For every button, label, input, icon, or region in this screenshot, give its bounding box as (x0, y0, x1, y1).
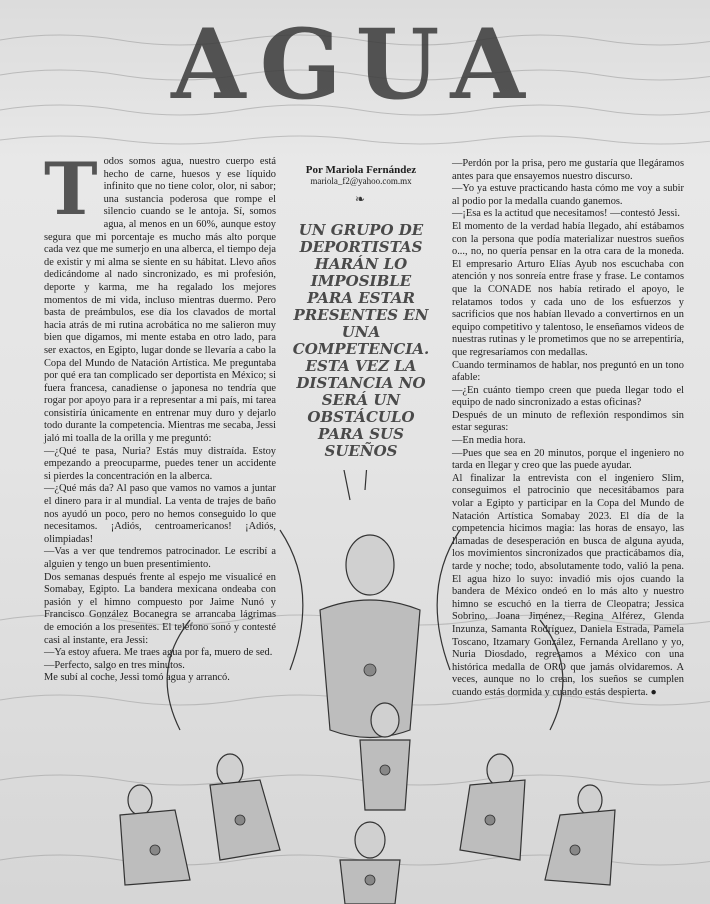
paragraph: Al finalizar la entrevista con el ingeniero Slim, conseguimos el patrocinio que necesitábamos para volar a Egipto y participar en la Copa del Mundo de Natación Artística Somabay 2023. El día de la competencia hicimos magia: las horas de ensayo, las llamadas de desesperación en busca de alguna ayuda, los movimientos sincronizados que practicábamos día, tarde y noche; todo, absolutamente todo, valió la pena. El agua hizo lo suyo: invadió mis ojos cuando la bandera de México ondeó en lo más alto y nuestro himno se escuchó en la tierra de Cleopatra; Jessica Sobrino, Joana Jiménez, Regina Alférez, Glenda Inzunza, Samanta Rodríguez, Daniela Estrada, Pamela Toscano, Itzamary González, Fernanda Arellano y yo, Nuria Diosdado, regresamos a México con una histórica medalla de ORO que jamás olvidaremos. A veces, aunque no lo crean, los sueños se cumplen cuando estás dormida y cuando estás despierta. ● (452, 472, 684, 698)
byline-email: mariola_f2@yahoo.com.mx (310, 176, 412, 186)
paragraph: —Pues que sea en 20 minutos, porque el ingeniero no tarda en llegar y creo que las puede ayudar. (452, 447, 684, 472)
byline (286, 164, 436, 186)
paragraph: Dos semanas después frente al espejo me visualicé en Somabay, Egipto. La bandera mexicana ondeaba con pasión y el himno compuesto por Jaime Nunó y Francisco González Bocanegra se arrancaba lágrimas de emoción a los presentes. El teléfono sonó y contesté casi al instante, era Jessi: (44, 571, 276, 646)
paragraph: —Perdón por la prisa, pero me gustaría que llegáramos antes para que ensayemos nuestro discurso. (452, 158, 684, 182)
paragraph: Cuando terminamos de hablar, nos preguntó en un tono afable: (452, 359, 684, 384)
masthead-title: AGUA (171, 8, 539, 121)
paragraph: —Yo ya estuve practicando hasta cómo me voy a subir al podio por la medalla cuando ganemos. (452, 183, 684, 207)
paragraph: —Ya estoy afuera. Me traes agua por fa, muero de sed. (44, 647, 273, 659)
paragraph: El momento de la verdad había llegado, ahí estábamos con la persona que podía materializar nuestros sueños o..., no, no quería pensar en la otra cara de la moneda. El empresario Arturo Elías Ayub nos escuchaba con atención y nos sonreía entre frase y frase. Le contamos que la CONADE nos había retirado el apoyo, le relatamos todos y cada uno de los esfuerzos y sacrificios que nos habían llevado a convertirnos en un equipo competitivo y talentoso, le enseñamos videos de nuestras rutinas y le prometimos que no se arrepentiría, que regresaríamos con medallas. (452, 220, 684, 358)
paragraph: odos somos agua, nuestro cuerpo está hecho de carne, huesos y ese líquido infinito que no tiene color, olor, ni sabor; una sustancia poderosa que rompe el silencio cuando se le antoja. Sí, somos agua, al menos en un 60%, aunque estoy segura que mi porcentaje es mucho más alto porque cada vez que me sumerjo en una alberca, el tiempo deja de existir y mi alma se siente en su hábitat. Llevo años dedicándome al nado sincronizado, es mi profesión, deporte y karma, me ha regalado los mejores momentos de mi vida, incluso mientras duermo. Pero basta de preámbulos, ese día los clavados de mortal hacia atrás de mi rutina acrobática no me salieron muy bien que digamos, mi mente estaba en otro lado, para ser exactos, en Egipto, lugar donde se llevaría a cabo la Copa del Mundo de Natación Artística. Me preguntaba por qué era tan complicado ser deportista en México; si fuera francesa, canadiense o japonesa no tendría que rogar por apoyo para ir a representar a mi país, mi tarea consistiría únicamente en entrenar muy duro y dejarlo todo durante la competencia. Mientras me secaba, Jessi jaló mi toalla de la orilla y me preguntó: (44, 156, 276, 445)
paragraph: —En media hora. (452, 435, 526, 447)
byline-author: Por Mariola Fernández (305, 164, 417, 176)
paragraph: —Perfecto, salgo en tres minutos. (44, 659, 185, 671)
pull-quote: UN GRUPO DE DEPORTISTAS HARÁN LO IMPOSIBLE PARA ESTAR PRESENTES EN UNA COMPETENCIA. ESTA VEZ LA DISTANCIA NO SERÁ UN OBSTÁCULO PARA SUS SUEÑOS (292, 221, 430, 460)
paragraph: Me subí al coche, Jessi tomó agua y arrancó. (44, 672, 230, 684)
paragraph: —¿Qué más da? Al paso que vamos no vamos a juntar el dinero para ir al mundial. La venta de trajes de baño nos ayudó un poco, pero no hemos conseguido lo que necesitamos. ¡Adiós, centroamericanos! ¡Adiós, olimpiadas! (44, 483, 276, 545)
paragraph: —¿Qué te pasa, Nuria? Estás muy distraída. Estoy empezando a preocuparme, puedes tener un accidente si pierdes la concentración en la alberca. (44, 445, 276, 482)
paragraph: Después de un minuto de reflexión respondimos sin estar seguras: (452, 409, 684, 434)
drop-cap: T (44, 146, 98, 231)
ornament-icon: ❧ (354, 192, 366, 206)
swimmers-illustration (80, 470, 640, 904)
paragraph: —¡Esa es la actitud que necesitamos! —contestó Jessi. (452, 208, 680, 220)
paragraph: —Vas a ver que tendremos patrocinador. Le escribí a alguien y tengo un buen presentimiento. (44, 546, 276, 570)
paragraph: —¿En cuánto tiempo creen que pueda llegar todo el equipo de nado sincronizado a estas oficinas? (452, 384, 684, 409)
